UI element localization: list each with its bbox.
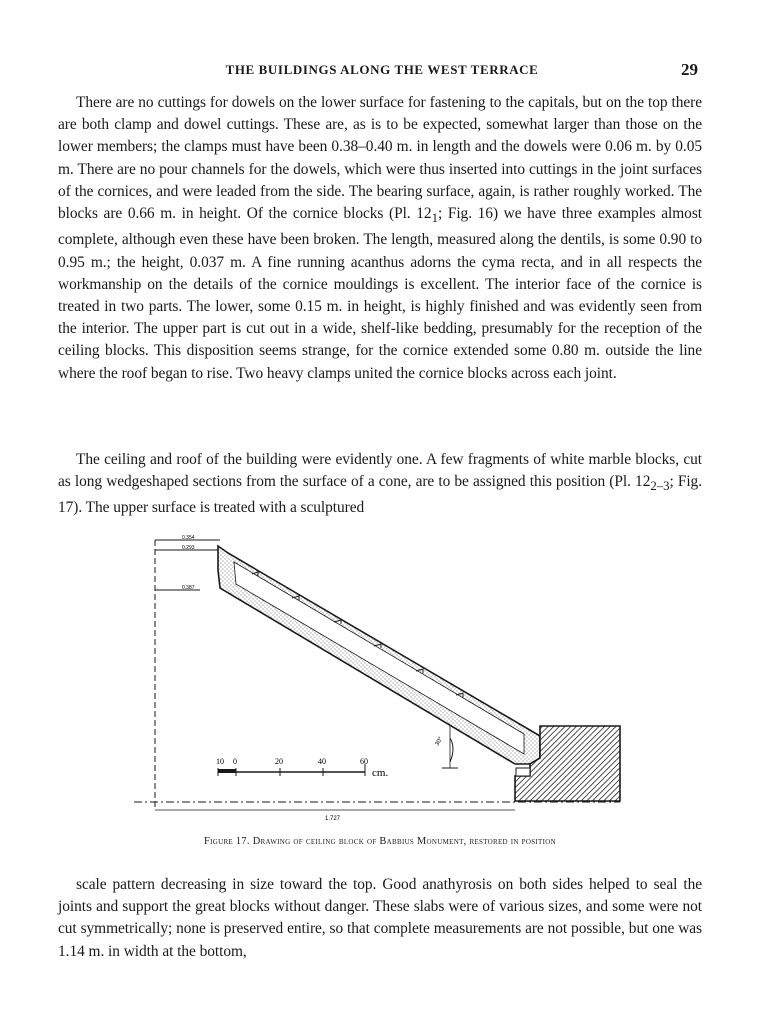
figure-17-drawing [120,526,640,826]
dimension-label-3: 0.387 [182,585,195,591]
width-dimension-label: 1.727 [325,816,341,822]
scale-bar-block [218,769,236,773]
scale-unit-label: cm. [372,767,389,779]
paragraph-2 [58,449,702,520]
plate-subscript-2: 2–3 [650,479,670,494]
figure-caption-text: Drawing of ceiling block of Babbius Monument, restored in position [252,836,556,847]
paragraph-1-text-a: There are no cuttings for dowels on the lower surface for fastening to the capitals, but on the top there are both clamp and dowel cuttings. These are, as is to be expected, somewhat larger than those on the lower members; the clamps must have been 0.38–0.40 m. in length and the dowels were 0.06 m. by 0.05 m. There are no pour channels for the dowels, which were thus inserted into cuttings in the joint surfaces of the cornices, and were leaded from the side. The bearing surface, again, is rather roughly worked. The blocks are 0.66 m. in height. Of the cornice blocks (Pl. 12 [58,94,702,223]
paragraph-2-text-a: The ceiling and roof of the building were evidently one. A few fragments of white marble blocks, cut as long wedgeshaped sections from the surface of a cone, are to be assigned this position (Pl. 12 [58,451,702,491]
dimension-label-2: 0.293 [182,545,195,551]
plate-subscript-1: 1 [431,211,438,226]
scale-tick-label-10: 10 [216,757,224,766]
paragraph-3: scale pattern decreasing in size toward the top. Good anathyrosis on both sides helped to seal the joints and support the great blocks without danger. These slabs were of various sizes, and some were not cut symmetrically; none is preserved entire, so that complete measurements are not possible, but one was 1.14 m. in width at the bottom, [58,876,702,960]
paragraph-2-text-b: ; Fig. 17). The upper surface is treated with a sculptured [58,473,702,517]
figure-caption-label: Figure 17. [204,836,250,847]
paragraph-1 [58,92,702,385]
ceiling-block-core [234,562,524,754]
dimension-label-1: 0.354 [182,535,195,541]
scale-tick-label-0: 0 [233,757,237,766]
figure-caption [60,836,700,847]
angle-label: 30° [434,736,445,747]
scale-bar [216,757,388,779]
angle-arc [450,738,453,762]
running-title: THE BUILDINGS ALONG THE WEST TERRACE [225,62,539,77]
page-number: 29 [681,60,698,79]
cornice-bedding [516,768,530,776]
ceiling-block-drawing [120,526,640,826]
paragraph-1-text-b: ; Fig. 16) we have three examples almost complete, although even these have been broken. The length, measured along the dentils, is some 0.90 to 0.95 m.; the height, 0.037 m. A fine running acanthus adorns the cyma recta, and in all respects the workmanship on the details of the cornice mouldings is excellent. The interior face of the cornice is treated in two parts. The lower, some 0.15 m. in height, is highly finished and was evidently seen from the interior. The upper part is cut out in a wide, shelf-like bedding, presumably for the reception of the ceiling blocks. This disposition seems strange, for the cornice extended some 0.80 m. outside the line where the roof began to rise. Two heavy clamps united the cornice blocks across each joint. [58,205,702,382]
scale-tick-label-40: 40 [318,757,326,766]
scale-tick-label-20: 20 [275,757,283,766]
scale-tick-label-60: 60 [360,757,368,766]
running-head [62,60,702,80]
